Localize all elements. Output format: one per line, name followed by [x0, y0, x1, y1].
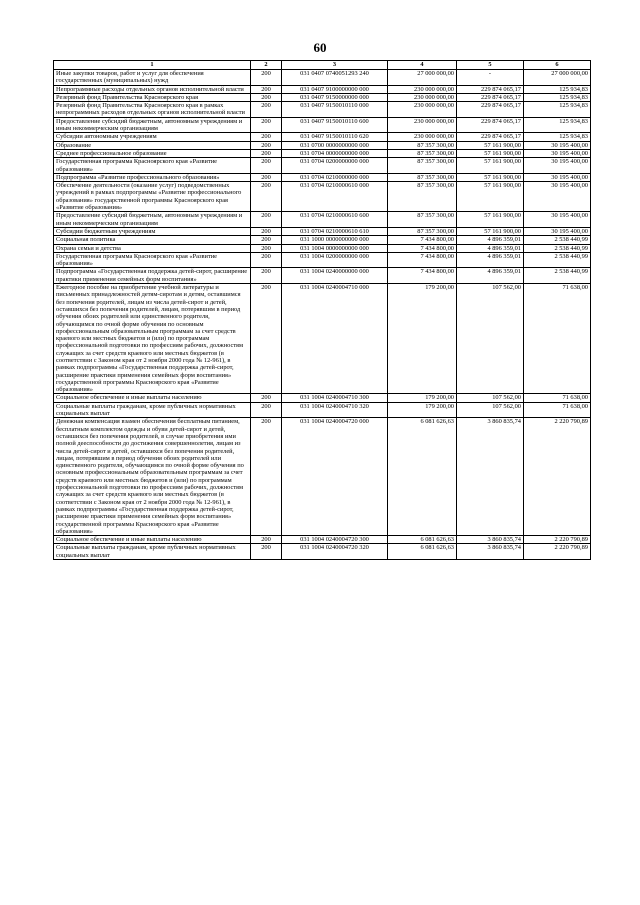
line-code: 200: [251, 236, 282, 244]
executed-amount: 229 874 065,17: [457, 85, 524, 93]
executed-amount: 107 562,00: [457, 402, 524, 418]
table-row: [54, 268, 591, 284]
line-item-name: Подпрограмма «Развитие профессионального образования»: [54, 173, 251, 181]
table-row: [54, 227, 591, 235]
approved-amount: 7 434 800,00: [388, 236, 457, 244]
table-row: [54, 394, 591, 402]
line-item-name: Среднее профессиональное образование: [54, 149, 251, 157]
unexecuted-amount: 125 934,83: [524, 102, 591, 118]
budget-classification-code: 031 1004 0240004710 320: [282, 402, 388, 418]
column-header: 6: [524, 61, 591, 70]
line-code: 200: [251, 182, 282, 212]
approved-amount: 7 434 800,00: [388, 268, 457, 284]
line-item-name: Социальные выплаты гражданам, кроме публичных нормативных социальных выплат: [54, 402, 251, 418]
table-row: [54, 102, 591, 118]
approved-amount: 230 000 000,00: [388, 93, 457, 101]
table-row: [54, 141, 591, 149]
line-code: 200: [251, 418, 282, 536]
table-row: [54, 284, 591, 394]
approved-amount: 179 200,00: [388, 284, 457, 394]
line-item-name: Резервный фонд Правительства Красноярского края: [54, 93, 251, 101]
table-row: [54, 536, 591, 544]
line-item-name: Государственная программа Красноярского края «Развитие образования»: [54, 252, 251, 268]
unexecuted-amount: 2 220 790,89: [524, 544, 591, 560]
table-row: [54, 173, 591, 181]
approved-amount: 7 434 800,00: [388, 252, 457, 268]
approved-amount: 6 081 626,63: [388, 536, 457, 544]
line-item-name: Обеспечение деятельности (оказание услуг) подведомственных учреждений в рамках подпрограммы «Развитие профессионального образования» государственной программы Красноярского края «Развитие образования»: [54, 182, 251, 212]
approved-amount: 230 000 000,00: [388, 133, 457, 141]
executed-amount: -: [457, 70, 524, 86]
line-item-name: Подпрограмма «Государственная поддержка детей-сирот, расширение практики применения семейных форм воспитания»: [54, 268, 251, 284]
executed-amount: 3 860 835,74: [457, 418, 524, 536]
column-header: 2: [251, 61, 282, 70]
column-header: 3: [282, 61, 388, 70]
line-code: 200: [251, 133, 282, 141]
unexecuted-amount: 125 934,83: [524, 117, 591, 133]
table-row: [54, 93, 591, 101]
line-code: 200: [251, 544, 282, 560]
unexecuted-amount: 71 638,00: [524, 402, 591, 418]
line-item-name: Государственная программа Красноярского края «Развитие образования»: [54, 158, 251, 174]
executed-amount: 229 874 065,17: [457, 102, 524, 118]
approved-amount: 87 357 300,00: [388, 227, 457, 235]
unexecuted-amount: 2 538 440,99: [524, 244, 591, 252]
budget-classification-code: 031 0704 0210000610 600: [282, 212, 388, 228]
line-code: 200: [251, 227, 282, 235]
unexecuted-amount: 125 934,83: [524, 85, 591, 93]
unexecuted-amount: 2 538 440,99: [524, 268, 591, 284]
line-item-name: Непрограммные расходы отдельных органов исполнительной власти: [54, 85, 251, 93]
approved-amount: 230 000 000,00: [388, 117, 457, 133]
table-row: [54, 418, 591, 536]
line-code: 200: [251, 284, 282, 394]
budget-classification-code: 031 1004 0240004720 320: [282, 544, 388, 560]
budget-classification-code: 031 0407 9150010110 620: [282, 133, 388, 141]
executed-amount: 4 896 359,01: [457, 236, 524, 244]
line-code: 200: [251, 85, 282, 93]
line-code: 200: [251, 93, 282, 101]
executed-amount: 107 562,00: [457, 284, 524, 394]
unexecuted-amount: 30 195 400,00: [524, 141, 591, 149]
budget-classification-code: 031 0704 0210000610 610: [282, 227, 388, 235]
budget-classification-code: 031 0407 9100000000 000: [282, 85, 388, 93]
column-number-header-row: [54, 61, 591, 70]
line-item-name: Социальные выплаты гражданам, кроме публичных нормативных социальных выплат: [54, 544, 251, 560]
budget-classification-code: 031 1004 0200000000 000: [282, 252, 388, 268]
line-code: 200: [251, 117, 282, 133]
budget-classification-code: 031 0407 9150010110 600: [282, 117, 388, 133]
budget-classification-code: 031 0407 9150010110 000: [282, 102, 388, 118]
column-header: 4: [388, 61, 457, 70]
line-code: 200: [251, 141, 282, 149]
table-row: [54, 182, 591, 212]
executed-amount: 3 860 835,74: [457, 536, 524, 544]
budget-classification-code: 031 1004 0240004720 300: [282, 536, 388, 544]
budget-classification-code: 031 1004 0240004710 300: [282, 394, 388, 402]
table-row: [54, 244, 591, 252]
line-item-name: Предоставление субсидий бюджетным, автономным учреждениям и иным некоммерческим организациям: [54, 117, 251, 133]
unexecuted-amount: 30 195 400,00: [524, 212, 591, 228]
approved-amount: 87 357 300,00: [388, 158, 457, 174]
line-code: 200: [251, 252, 282, 268]
line-item-name: Субсидии автономным учреждениям: [54, 133, 251, 141]
budget-classification-code: 031 0704 0200000000 000: [282, 158, 388, 174]
unexecuted-amount: 27 000 000,00: [524, 70, 591, 86]
approved-amount: 87 357 300,00: [388, 149, 457, 157]
budget-classification-code: 031 1004 0240000000 000: [282, 268, 388, 284]
executed-amount: 57 161 900,00: [457, 227, 524, 235]
unexecuted-amount: 2 220 790,89: [524, 536, 591, 544]
unexecuted-amount: 30 195 400,00: [524, 158, 591, 174]
executed-amount: 57 161 900,00: [457, 149, 524, 157]
line-item-name: Иные закупки товаров, работ и услуг для обеспечения государственных (муниципальных) нужд: [54, 70, 251, 86]
executed-amount: 107 562,00: [457, 394, 524, 402]
line-item-name: Охрана семьи и детства: [54, 244, 251, 252]
budget-classification-code: 031 1004 0240004720 000: [282, 418, 388, 536]
executed-amount: 57 161 900,00: [457, 173, 524, 181]
approved-amount: 6 081 626,63: [388, 544, 457, 560]
table-row: [54, 544, 591, 560]
line-item-name: Резервный фонд Правительства Красноярского края в рамках непрограммных расходов отдельных органов исполнительной власти: [54, 102, 251, 118]
line-item-name: Субсидии бюджетным учреждениям: [54, 227, 251, 235]
line-code: 200: [251, 536, 282, 544]
unexecuted-amount: 2 538 440,99: [524, 236, 591, 244]
unexecuted-amount: 30 195 400,00: [524, 173, 591, 181]
executed-amount: 57 161 900,00: [457, 141, 524, 149]
unexecuted-amount: 30 195 400,00: [524, 227, 591, 235]
line-code: 200: [251, 173, 282, 181]
table-row: [54, 252, 591, 268]
approved-amount: 179 200,00: [388, 402, 457, 418]
line-item-name: Денежная компенсация взамен обеспечения бесплатным питанием, бесплатным комплектом одежды и обуви детей-сирот и детей, оставшихся без попечения родителей, в случае приобретения ими полной дееспособности до достижения совершеннолетия, лицам из числа детей-сирот и детей, оставшихся без попечения родителей, лицам, потерявшим в период обучения обоих родителей или единственного родителя, обучающимся по очной форме обучения по основным профессиональным образовательным программам за счет средств краевого или местных бюджетов и (или) по программам профессиональной подготовки по профессиям рабочих, должностям служащих за счет средств краевого или местных бюджетов (в соответствии с Законом края от 2 ноября 2000 года № 12-961), в рамках подпрограммы «Государственная поддержка детей-сирот, расширение практики применения семейных форм воспитания» государственной программы Красноярского края «Развитие образования»: [54, 418, 251, 536]
table-row: [54, 212, 591, 228]
executed-amount: 4 896 359,01: [457, 244, 524, 252]
budget-classification-code: 031 0704 0210000000 000: [282, 173, 388, 181]
approved-amount: 6 081 626,63: [388, 418, 457, 536]
executed-amount: 4 896 359,01: [457, 252, 524, 268]
approved-amount: 7 434 800,00: [388, 244, 457, 252]
line-item-name: Предоставление субсидий бюджетным, автономным учреждениям и иным некоммерческим организациям: [54, 212, 251, 228]
unexecuted-amount: 71 638,00: [524, 394, 591, 402]
executed-amount: 229 874 065,17: [457, 93, 524, 101]
table-row: [54, 133, 591, 141]
table-row: [54, 70, 591, 86]
table-row: [54, 117, 591, 133]
line-item-name: Ежегодное пособие на приобретение учебной литературы и письменных принадлежностей детям-сиротам и детям, оставшимся без попечения родителей, лицам из числа детей-сирот и детей, оставшихся без попечения родителей, лицам, потерявшим в период обучения обоих родителей или единственного родителя, обучающимся по очной форме обучения по основным профессиональным образовательным программам за счет средств краевого или местных бюджетов и (или) по программам профессиональной подготовки по профессиям рабочих, должностям служащих за счет средств краевого или местных бюджетов (в соответствии с Законом края от 2 ноября 2000 года № 12-961), в рамках подпрограммы «Государственная поддержка детей-сирот, расширение практики применения семейных форм воспитания» государственной программы Красноярского края «Развитие образования»: [54, 284, 251, 394]
line-code: 200: [251, 149, 282, 157]
unexecuted-amount: 71 638,00: [524, 284, 591, 394]
executed-amount: 57 161 900,00: [457, 182, 524, 212]
line-item-name: Социальное обеспечение и иные выплаты населению: [54, 394, 251, 402]
line-item-name: Социальное обеспечение и иные выплаты населению: [54, 536, 251, 544]
approved-amount: 87 357 300,00: [388, 173, 457, 181]
approved-amount: 179 200,00: [388, 394, 457, 402]
line-code: 200: [251, 402, 282, 418]
table-row: [54, 149, 591, 157]
line-code: 200: [251, 268, 282, 284]
executed-amount: 229 874 065,17: [457, 117, 524, 133]
line-item-name: Образование: [54, 141, 251, 149]
table-row: [54, 402, 591, 418]
approved-amount: 27 000 000,00: [388, 70, 457, 86]
column-header: 5: [457, 61, 524, 70]
budget-classification-code: 031 0704 0210000610 000: [282, 182, 388, 212]
approved-amount: 87 357 300,00: [388, 182, 457, 212]
approved-amount: 87 357 300,00: [388, 212, 457, 228]
line-code: 200: [251, 394, 282, 402]
approved-amount: 87 357 300,00: [388, 141, 457, 149]
executed-amount: 3 860 835,74: [457, 544, 524, 560]
table-row: [54, 236, 591, 244]
unexecuted-amount: 125 934,83: [524, 93, 591, 101]
line-code: 200: [251, 158, 282, 174]
budget-classification-code: 031 0407 9150000000 000: [282, 93, 388, 101]
line-item-name: Социальная политика: [54, 236, 251, 244]
line-code: 200: [251, 212, 282, 228]
unexecuted-amount: 2 538 440,99: [524, 252, 591, 268]
unexecuted-amount: 30 195 400,00: [524, 182, 591, 212]
budget-classification-code: 031 1004 0240004710 000: [282, 284, 388, 394]
budget-execution-table: [53, 60, 591, 560]
executed-amount: 229 874 065,17: [457, 133, 524, 141]
unexecuted-amount: 125 934,83: [524, 133, 591, 141]
budget-classification-code: 031 1000 0000000000 000: [282, 236, 388, 244]
page-number: 60: [313, 40, 327, 55]
executed-amount: 57 161 900,00: [457, 158, 524, 174]
executed-amount: 4 896 359,01: [457, 268, 524, 284]
table-row: [54, 85, 591, 93]
approved-amount: 230 000 000,00: [388, 85, 457, 93]
table-row: [54, 158, 591, 174]
budget-classification-code: 031 0704 0000000000 000: [282, 149, 388, 157]
line-code: 200: [251, 70, 282, 86]
line-code: 200: [251, 244, 282, 252]
unexecuted-amount: 30 195 400,00: [524, 149, 591, 157]
line-code: 200: [251, 102, 282, 118]
column-header: 1: [54, 61, 251, 70]
executed-amount: 57 161 900,00: [457, 212, 524, 228]
budget-classification-code: 031 0407 0740051293 240: [282, 70, 388, 86]
approved-amount: 230 000 000,00: [388, 102, 457, 118]
unexecuted-amount: 2 220 790,89: [524, 418, 591, 536]
budget-classification-code: 031 1004 0000000000 000: [282, 244, 388, 252]
budget-classification-code: 031 0700 0000000000 000: [282, 141, 388, 149]
